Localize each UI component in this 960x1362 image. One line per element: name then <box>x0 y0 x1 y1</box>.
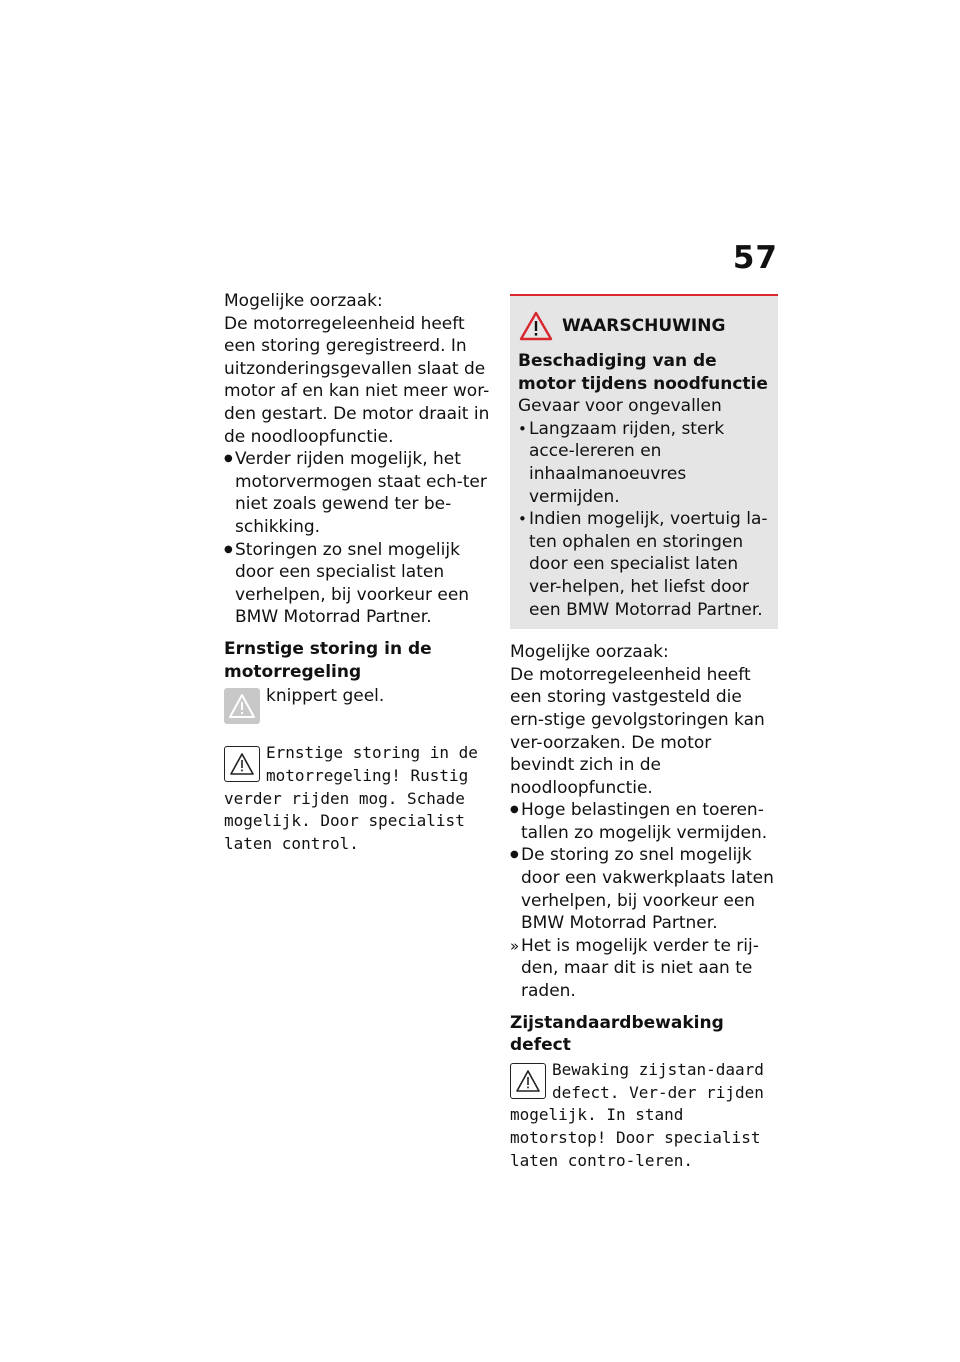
right-column <box>510 294 778 1173</box>
display-message-block <box>224 742 492 856</box>
indicator-row <box>224 685 492 724</box>
warning-subtitle: Beschadiging van de motor tijdens noodfunctie <box>518 351 768 394</box>
warning-triangle-outline-icon <box>510 1063 546 1099</box>
warning-triangle-icon <box>224 688 260 724</box>
left-column <box>224 290 492 856</box>
warning-triangle-icon <box>518 310 554 342</box>
section-heading: Ernstige storing in de motorregeling <box>224 638 432 682</box>
bullet-item: ● Hoge belastingen en toeren-tallen zo mogelijk vermijden. <box>510 799 778 844</box>
indicator-text: knippert geel. <box>266 686 385 707</box>
cause-label: Mogelijke oorzaak: <box>224 291 383 311</box>
display-message-block <box>510 1059 778 1173</box>
bullet-item: ● Storingen zo snel mogelijk door een specialist laten verhelpen, bij voorkeur een BMW Motorrad Partner. <box>224 539 492 629</box>
warning-box <box>510 294 778 629</box>
bullet-item: ● Verder rijden mogelijk, het motorvermogen staat ech-ter niet zoals gewend ter be-schikking. <box>224 448 492 538</box>
page-number: 57 <box>732 240 778 276</box>
warning-item: • Indien mogelijk, voertuig la-ten ophalen en storingen door een specialist laten ver-helpen, het liefst door een BMW Motorrad Partner. <box>518 508 770 621</box>
warning-item: • Langzaam rijden, sterk acce-lereren en inhaalmanoeuvres vermijden. <box>518 418 770 508</box>
warning-hazard: Gevaar voor ongevallen <box>518 396 722 417</box>
warning-triangle-outline-icon <box>224 746 260 782</box>
bullet-item: ● De storing zo snel mogelijk door een vakwerkplaats laten verhelpen, bij voorkeur een BMW Motorrad Partner. <box>510 844 778 934</box>
display-message-text: Ernstige storing in de motorregeling! Rustig verder rijden mog. Schade mogelijk. Door specialist laten control. <box>224 743 478 854</box>
note-item: » Het is mogelijk verder te rij-den, maar dit is niet aan te raden. <box>510 935 778 1003</box>
cause-label: Mogelijke oorzaak: <box>510 642 669 663</box>
warning-title-text: WAARSCHUWING <box>562 315 726 336</box>
cause-text: De motorregeleenheid heeft een storing geregistreerd. In uitzonderingsgevallen slaat de motor af en kan niet meer wor-den gestart. De motor draait in de noodloopfunctie. <box>224 313 490 447</box>
cause-text: De motorregeleenheid heeft een storing vastgesteld die ern-stige gevolgstoringen kan ver-oorzaken. De motor bevindt zich in de noodloopfunctie. <box>510 664 765 798</box>
warning-title <box>518 310 770 342</box>
display-message-text: Bewaking zijstan-daard defect. Ver-der rijden mogelijk. In stand motorstop! Door specialist laten contro-leren. <box>510 1059 764 1170</box>
section-heading: Zijstandaardbewaking defect <box>510 1012 724 1056</box>
